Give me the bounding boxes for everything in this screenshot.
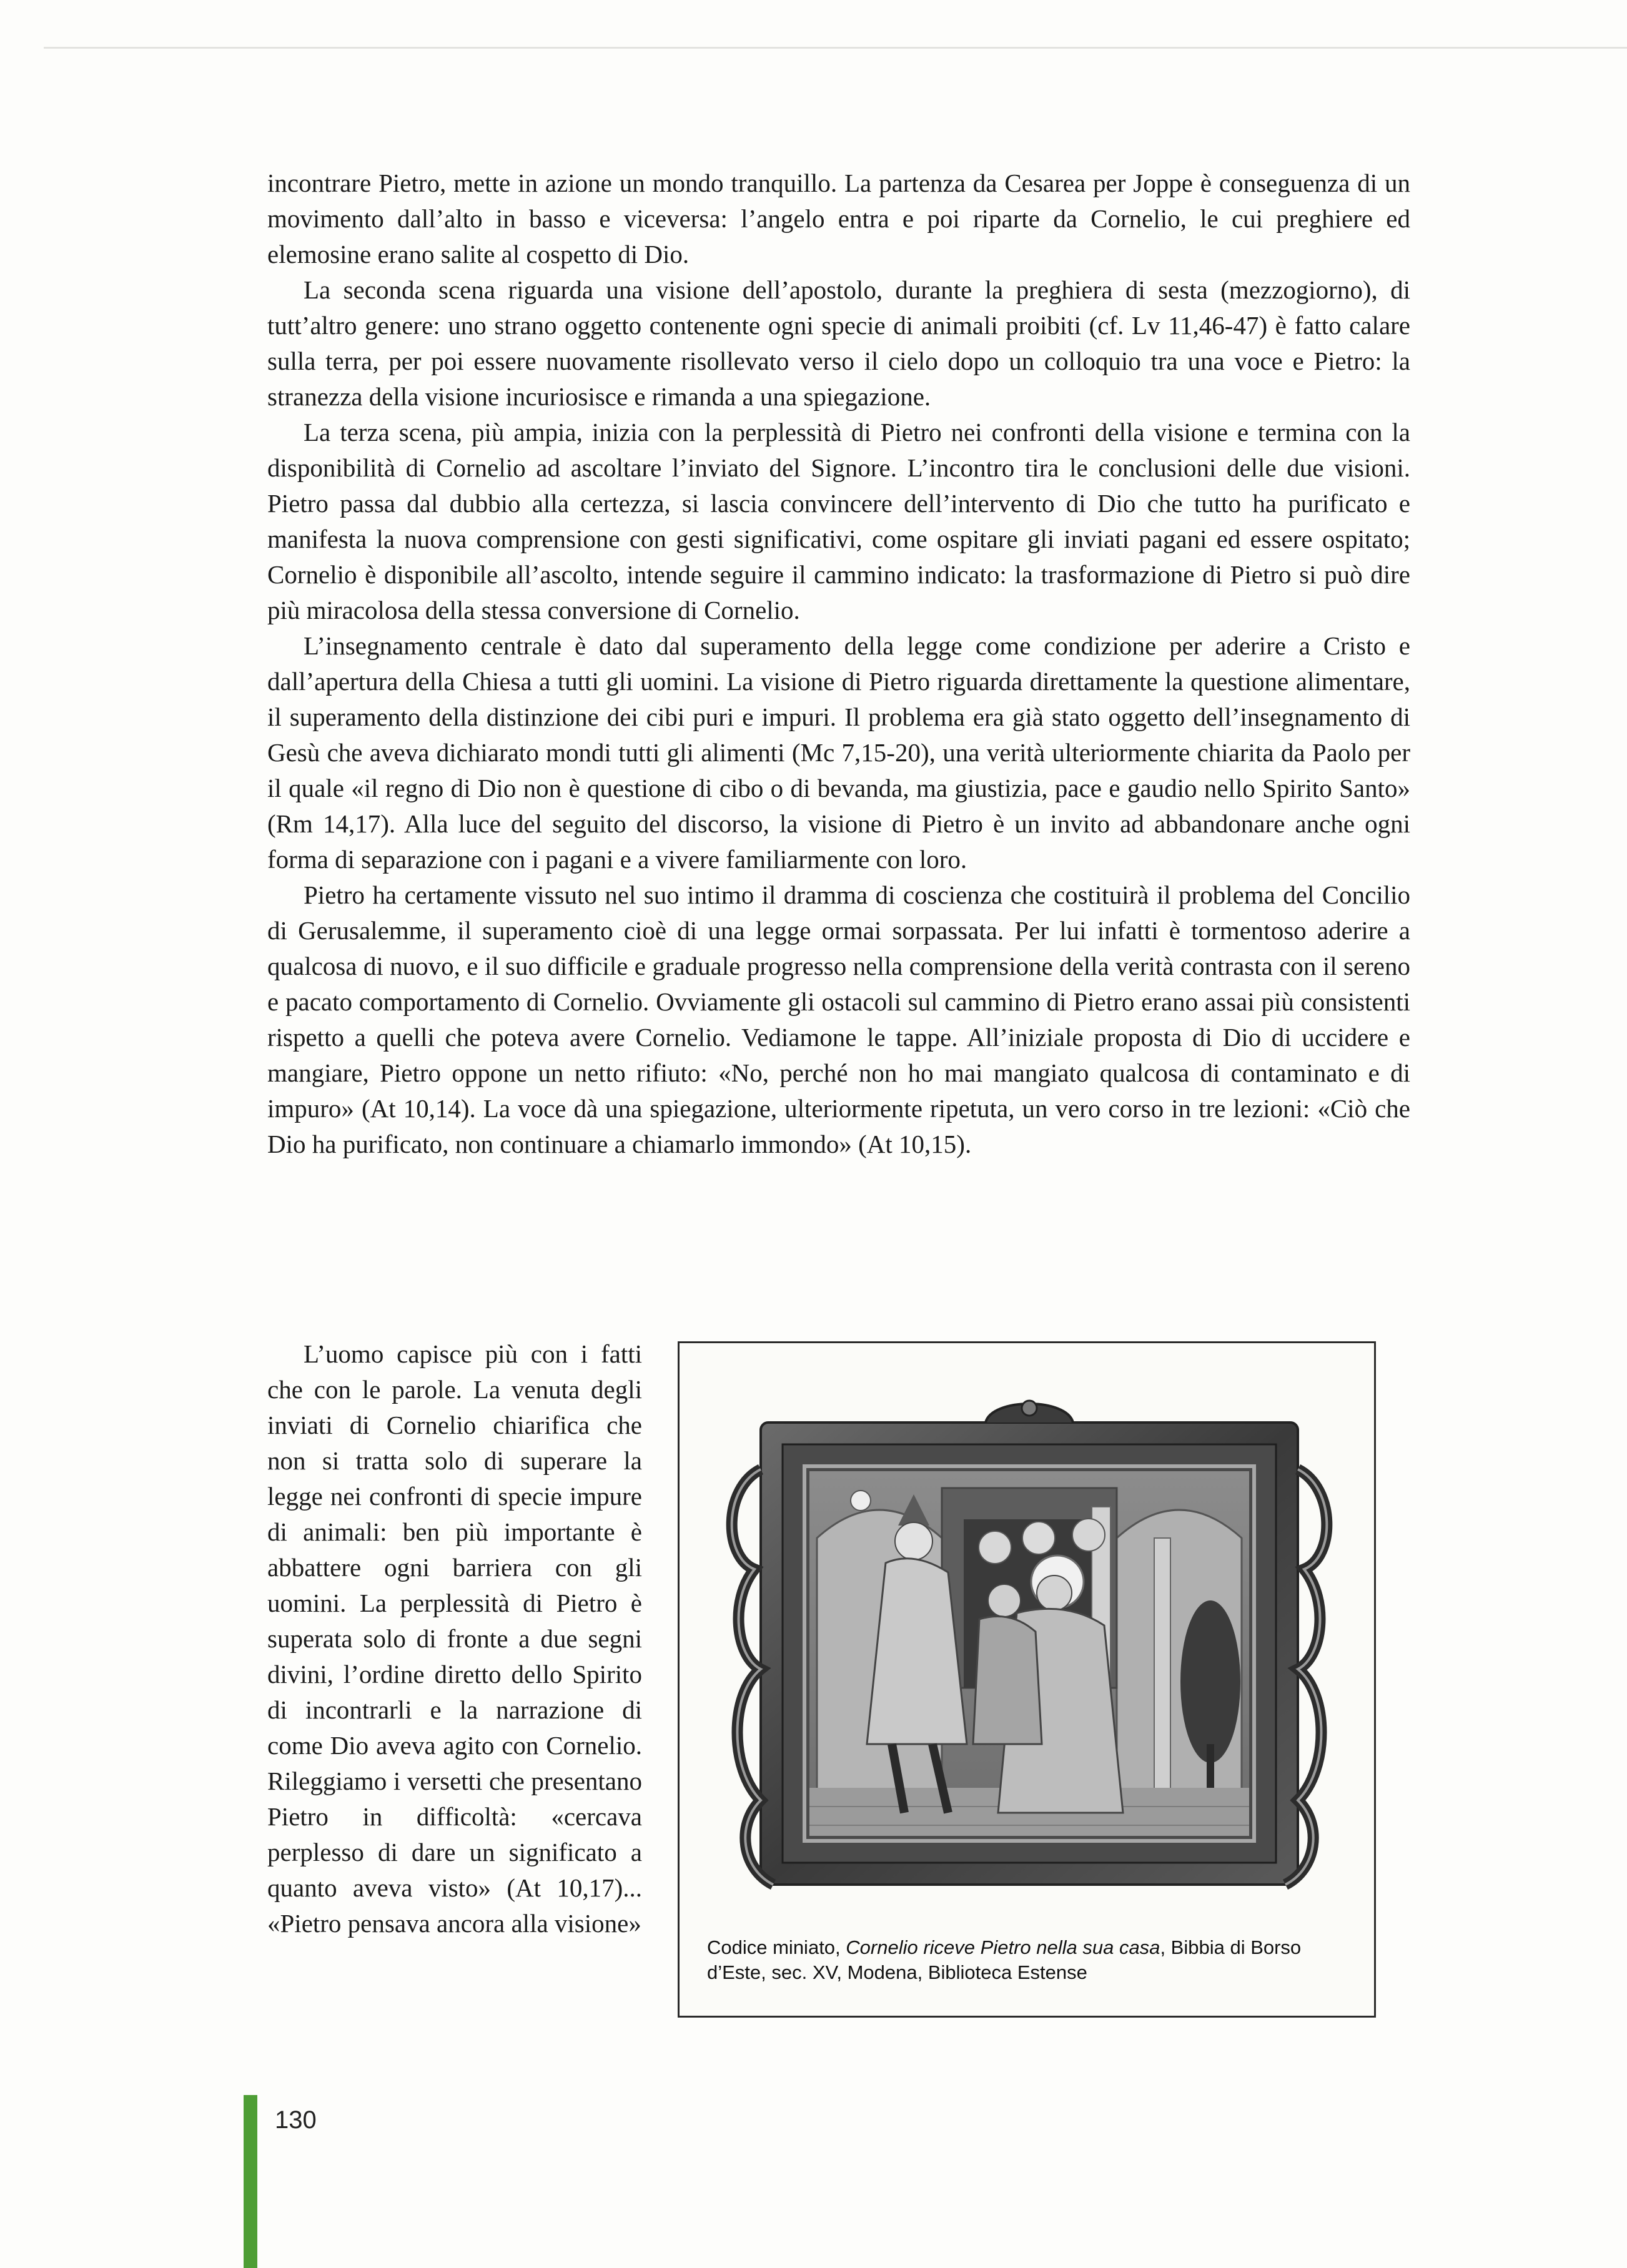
main-text xyxy=(267,165,1410,1162)
paragraph: L’uomo capisce più con i fatti che con le parole. La venuta degli inviati di Cornelio chiarifica che non si tratta solo di superare la legge nei confronti di specie impure di animali: ben più importante è abbattere ogni barriera con gli uomini. La perplessità di Pietro è superata solo di fronte a due segni divini, l’ordine diretto dello Spirito di incontrarli e la narrazione di come Dio aveva agito con Cornelio. Rileggiamo i versetti che presentano Pietro in difficoltà: «cercava perplesso di dare un significato a quanto aveva visto» (At 10,17)... «Pietro pensava ancora alla visione» xyxy=(267,1339,642,1938)
paragraph: L’insegnamento centrale è dato dal superamento della legge come condizione per aderire a Cristo e dall’apertura della Chiesa a tutti gli uomini. La visione di Pietro riguarda direttamente la questione alimentare, il superamento della distinzione dei cibi puri e impuri. Il problema era già stato oggetto dell’insegnamento di Gesù che aveva dichiarato mondi tutti gli alimenti (Mc 7,15-20), una verità ulteriormente chiarita da Paolo per il quale «il regno di Dio non è questione di cibo o di bevanda, ma giustizia, pace e gaudio nello Spirito Santo» (Rm 14,17). Alla luce del seguito del discorso, la visione di Pietro è un invito ad abbandonare anche ogni forma di separazione con i pagani e a vivere familiarmente con loro. xyxy=(267,631,1410,874)
caption-prefix: Codice miniato, xyxy=(707,1936,846,1958)
figure-caption xyxy=(707,1935,1357,1985)
page-edge xyxy=(44,47,1627,49)
paragraph: La terza scena, più ampia, inizia con la perplessità di Pietro nei confronti della visione e termina con la disponibilità di Cornelio ad ascoltare l’inviato del Signore. L’incontro tira le conclusioni delle due visioni. Pietro passa dal dubbio alla certezza, si lascia convincere dell’intervento di Dio che tutto ha purificato e manifesta la nuova comprensione con gesti significativi, come ospitare gli inviati pagani ed essere ospitato; Cornelio è disponibile all’ascolto, intende seguire il cammino indicato: la trasformazione di Pietro si può dire più miracolosa della stessa conversione di Cornelio. xyxy=(267,418,1410,624)
caption-artwork-title: Cornelio riceve Pietro nella sua casa xyxy=(846,1936,1160,1958)
figure xyxy=(678,1341,1376,2018)
illuminated-miniature xyxy=(717,1394,1342,1913)
page-number-bar xyxy=(244,2095,257,2268)
paragraph: incontrare Pietro, mette in azione un mondo tranquillo. La partenza da Cesarea per Joppe è conseguenza di un movimento dall’alto in basso e viceversa: l’angelo entra e poi riparte da Cornelio, le cui preghiere ed elemosine erano salite al cospetto di Dio. xyxy=(267,169,1410,269)
caption-suffix: , Bibbia di Borso d’Este, sec. XV, Modena, Biblioteca Estense xyxy=(707,1936,1302,1983)
paragraph: La seconda scena riguarda una visione dell’apostolo, durante la preghiera di sesta (mezzogiorno), di tutt’altro genere: uno strano oggetto contenente ogni specie di animali proibiti (cf. Lv 11,46-47) è fatto calare sulla terra, per poi essere nuovamente risollevato verso il cielo dopo un colloquio tra una voce e Pietro: la stranezza della visione incuriosisce e rimanda a una spiegazione. xyxy=(267,275,1410,411)
paragraph: Pietro ha certamente vissuto nel suo intimo il dramma di coscienza che costituirà il problema del Concilio di Gerusalemme, il superamento cioè di una legge ormai sorpassata. Per lui infatti è tormentoso aderire a qualcosa di nuovo, e il suo difficile e graduale progresso nella comprensione della verità contrasta con il sereno e pacato comportamento di Cornelio. Ovviamente gli ostacoli sul cammino di Pietro erano assai più consistenti rispetto a quelli che poteva avere Cornelio. Vediamone le tappe. All’iniziale proposta di Dio di uccidere e mangiare, Pietro oppone un netto rifiuto: «No, perché non ho mai mangiato qualcosa di contaminato e di impuro» (At 10,14). La voce dà una spiegazione, ulteriormente ripetuta, un vero corso in tre lezioni: «Ciò che Dio ha purificato, non continuare a chiamarlo immondo» (At 10,15). xyxy=(267,880,1410,1158)
page-number: 130 xyxy=(275,2106,317,2134)
wrapped-text-column xyxy=(267,1336,642,1941)
